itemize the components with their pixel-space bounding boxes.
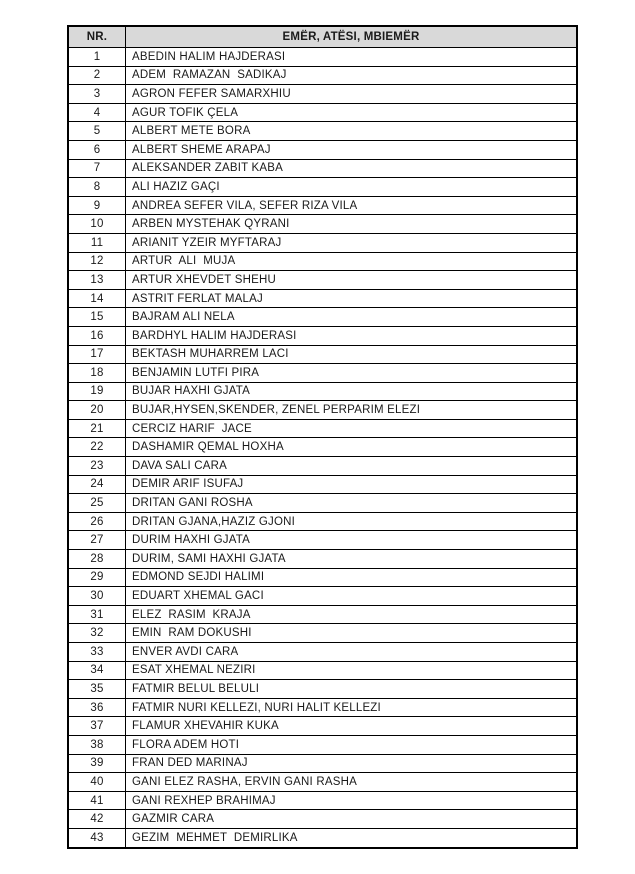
row-number: 13 <box>68 271 126 290</box>
header-name: EMËR, ATËSI, MBIEMËR <box>126 26 578 48</box>
row-name: AGRON FEFER SAMARXHIU <box>126 85 578 104</box>
row-name: BARDHYL HALIM HAJDERASI <box>126 326 578 345</box>
row-name: ALBERT METE BORA <box>126 122 578 141</box>
row-name: EMIN RAM DOKUSHI <box>126 624 578 643</box>
row-name: ESAT XHEMAL NEZIRI <box>126 661 578 680</box>
row-name: ELEZ RASIM KRAJA <box>126 605 578 624</box>
row-number: 29 <box>68 568 126 587</box>
table-row <box>68 512 577 531</box>
table-row <box>68 159 577 178</box>
row-name: EDUART XHEMAL GACI <box>126 587 578 606</box>
row-name: FLORA ADEM HOTI <box>126 735 578 754</box>
table-row <box>68 289 577 308</box>
table-row <box>68 754 577 773</box>
row-name: GAZMIR CARA <box>126 810 578 829</box>
row-number: 19 <box>68 382 126 401</box>
names-table <box>67 25 578 849</box>
row-name: FATMIR BELUL BELULI <box>126 680 578 699</box>
row-number: 36 <box>68 698 126 717</box>
row-number: 34 <box>68 661 126 680</box>
table-row <box>68 568 577 587</box>
row-name: ANDREA SEFER VILA, SEFER RIZA VILA <box>126 196 578 215</box>
table-row <box>68 643 577 662</box>
row-name: CERCIZ HARIF JACE <box>126 419 578 438</box>
row-number: 26 <box>68 512 126 531</box>
table-row <box>68 494 577 513</box>
table-row <box>68 233 577 252</box>
row-number: 15 <box>68 308 126 327</box>
header-nr: NR. <box>68 26 126 48</box>
table-body <box>68 48 577 848</box>
row-name: ASTRIT FERLAT MALAJ <box>126 289 578 308</box>
table-row <box>68 605 577 624</box>
row-number: 28 <box>68 550 126 569</box>
row-number: 35 <box>68 680 126 699</box>
table-row <box>68 66 577 85</box>
row-number: 30 <box>68 587 126 606</box>
row-number: 20 <box>68 401 126 420</box>
table-row <box>68 364 577 383</box>
row-number: 40 <box>68 773 126 792</box>
row-name: BAJRAM ALI NELA <box>126 308 578 327</box>
table-row <box>68 252 577 271</box>
row-number: 24 <box>68 475 126 494</box>
row-number: 21 <box>68 419 126 438</box>
row-name: ADEM RAMAZAN SADIKAJ <box>126 66 578 85</box>
row-number: 41 <box>68 791 126 810</box>
row-name: FLAMUR XHEVAHIR KUKA <box>126 717 578 736</box>
table-row <box>68 122 577 141</box>
table-row <box>68 698 577 717</box>
row-number: 5 <box>68 122 126 141</box>
row-name: GEZIM MEHMET DEMIRLIKA <box>126 828 578 847</box>
table-row <box>68 735 577 754</box>
row-number: 31 <box>68 605 126 624</box>
row-name: ARIANIT YZEIR MYFTARAJ <box>126 233 578 252</box>
row-number: 4 <box>68 103 126 122</box>
table-row <box>68 587 577 606</box>
header-row <box>68 26 577 48</box>
table-row <box>68 661 577 680</box>
table-row <box>68 828 577 847</box>
row-name: EDMOND SEJDI HALIMI <box>126 568 578 587</box>
row-number: 25 <box>68 494 126 513</box>
table-row <box>68 382 577 401</box>
table-row <box>68 680 577 699</box>
table-row <box>68 475 577 494</box>
row-number: 17 <box>68 345 126 364</box>
row-number: 23 <box>68 457 126 476</box>
table-row <box>68 271 577 290</box>
row-name: ALI HAZIZ GAÇI <box>126 178 578 197</box>
row-number: 33 <box>68 643 126 662</box>
row-name: BUJAR,HYSEN,SKENDER, ZENEL PERPARIM ELEZI <box>126 401 578 420</box>
table-row <box>68 550 577 569</box>
table-row <box>68 717 577 736</box>
row-number: 10 <box>68 215 126 234</box>
table-row <box>68 140 577 159</box>
row-name: BUJAR HAXHI GJATA <box>126 382 578 401</box>
row-name: GANI ELEZ RASHA, ERVIN GANI RASHA <box>126 773 578 792</box>
table-row <box>68 531 577 550</box>
table-row <box>68 624 577 643</box>
row-name: DRITAN GANI ROSHA <box>126 494 578 513</box>
row-number: 14 <box>68 289 126 308</box>
table-row <box>68 773 577 792</box>
row-name: FRAN DED MARINAJ <box>126 754 578 773</box>
row-number: 6 <box>68 140 126 159</box>
row-name: DRITAN GJANA,HAZIZ GJONI <box>126 512 578 531</box>
row-name: ALBERT SHEME ARAPAJ <box>126 140 578 159</box>
row-number: 16 <box>68 326 126 345</box>
table-row <box>68 810 577 829</box>
row-number: 8 <box>68 178 126 197</box>
row-number: 9 <box>68 196 126 215</box>
row-number: 12 <box>68 252 126 271</box>
row-name: DEMIR ARIF ISUFAJ <box>126 475 578 494</box>
row-number: 22 <box>68 438 126 457</box>
row-name: FATMIR NURI KELLEZI, NURI HALIT KELLEZI <box>126 698 578 717</box>
row-name: ALEKSANDER ZABIT KABA <box>126 159 578 178</box>
row-number: 1 <box>68 48 126 67</box>
table-row <box>68 178 577 197</box>
row-name: ENVER AVDI CARA <box>126 643 578 662</box>
row-name: BEKTASH MUHARREM LACI <box>126 345 578 364</box>
row-number: 2 <box>68 66 126 85</box>
row-number: 37 <box>68 717 126 736</box>
row-name: ABEDIN HALIM HAJDERASI <box>126 48 578 67</box>
table-row <box>68 48 577 67</box>
table-row <box>68 401 577 420</box>
table-row <box>68 438 577 457</box>
table-row <box>68 419 577 438</box>
row-name: DURIM HAXHI GJATA <box>126 531 578 550</box>
row-number: 42 <box>68 810 126 829</box>
table-row <box>68 791 577 810</box>
row-name: DASHAMIR QEMAL HOXHA <box>126 438 578 457</box>
table-row <box>68 215 577 234</box>
row-name: ARTUR ALI MUJA <box>126 252 578 271</box>
row-name: ARTUR XHEVDET SHEHU <box>126 271 578 290</box>
row-number: 18 <box>68 364 126 383</box>
row-number: 11 <box>68 233 126 252</box>
row-number: 43 <box>68 828 126 847</box>
row-name: GANI REXHEP BRAHIMAJ <box>126 791 578 810</box>
row-number: 32 <box>68 624 126 643</box>
row-name: DAVA SALI CARA <box>126 457 578 476</box>
table-row <box>68 345 577 364</box>
table-row <box>68 326 577 345</box>
table-row <box>68 103 577 122</box>
row-number: 3 <box>68 85 126 104</box>
table-row <box>68 457 577 476</box>
table-row <box>68 308 577 327</box>
row-name: ARBEN MYSTEHAK QYRANI <box>126 215 578 234</box>
row-name: DURIM, SAMI HAXHI GJATA <box>126 550 578 569</box>
row-name: AGUR TOFIK ÇELA <box>126 103 578 122</box>
row-number: 39 <box>68 754 126 773</box>
table-row <box>68 85 577 104</box>
table-row <box>68 196 577 215</box>
row-name: BENJAMIN LUTFI PIRA <box>126 364 578 383</box>
row-number: 38 <box>68 735 126 754</box>
row-number: 7 <box>68 159 126 178</box>
row-number: 27 <box>68 531 126 550</box>
